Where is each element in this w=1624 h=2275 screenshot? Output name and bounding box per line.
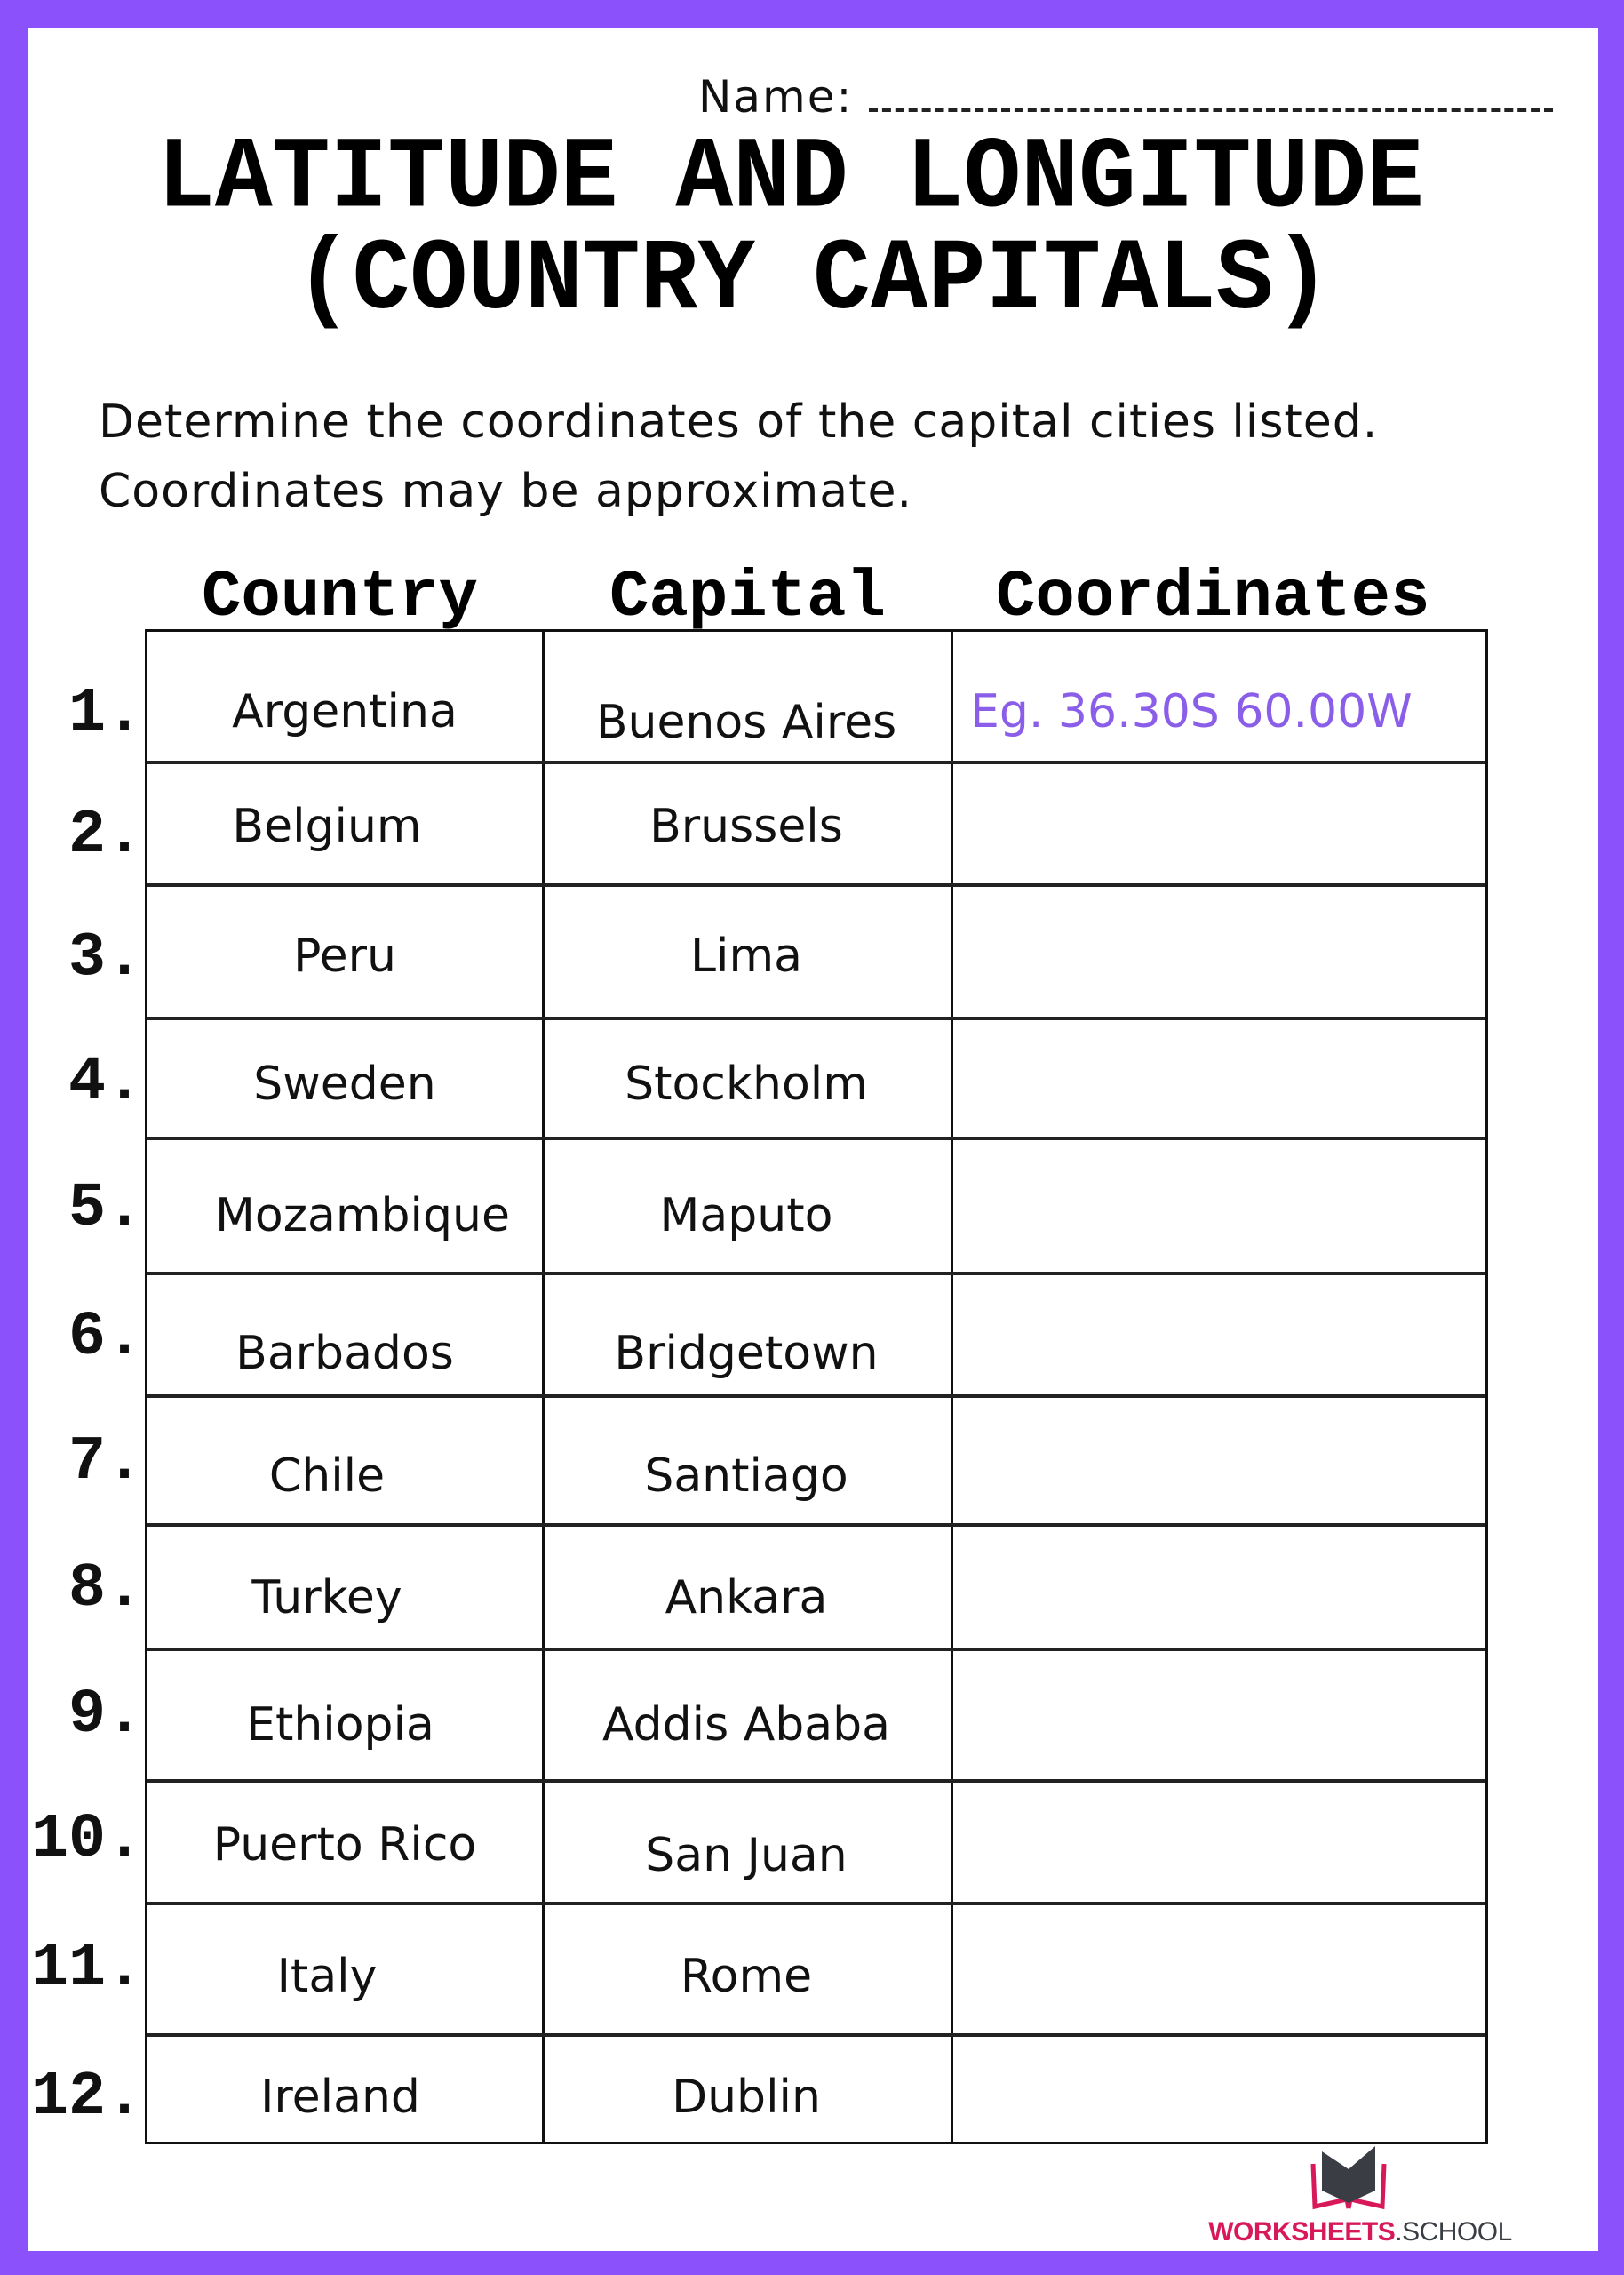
- capital-cell: Addis Ababa: [601, 1698, 891, 1752]
- country-cell: Belgium: [232, 800, 422, 853]
- capital-cell: Bridgetown: [614, 1327, 879, 1380]
- instructions-line-2: Coordinates may be approximate.: [99, 465, 913, 518]
- table-row: [147, 1140, 1485, 1275]
- country-cell: Mozambique: [215, 1189, 510, 1242]
- capitals-table: [145, 629, 1488, 2144]
- table-row: [147, 1020, 1485, 1140]
- table-row: [147, 887, 1485, 1020]
- row-number: 5.: [68, 1174, 143, 1244]
- brand-name: WORKSHEETS.SCHOOL: [1208, 2217, 1512, 2247]
- country-cell: Peru: [293, 930, 396, 983]
- row-number: 4.: [68, 1048, 143, 1118]
- row-number: 12.: [30, 2063, 143, 2133]
- capital-cell: Stockholm: [625, 1058, 868, 1111]
- capital-cell: Ankara: [665, 1571, 828, 1624]
- row-number: 7.: [68, 1427, 143, 1497]
- row-number: 9.: [68, 1680, 143, 1751]
- coordinates-example[interactable]: Eg. 36.30S 60.00W: [970, 685, 1413, 738]
- capital-cell: Brussels: [649, 800, 843, 853]
- table-row: [147, 1651, 1485, 1783]
- row-number: 2.: [68, 801, 143, 871]
- country-cell: Argentina: [232, 685, 458, 738]
- country-cell: Turkey: [251, 1571, 402, 1624]
- row-number: 6.: [68, 1303, 143, 1373]
- country-cell: Ethiopia: [246, 1698, 434, 1752]
- country-cell: Italy: [276, 1950, 378, 2003]
- capital-cell: Rome: [680, 1950, 813, 2003]
- country-cell: Chile: [268, 1449, 386, 1503]
- open-book-icon: [1304, 2144, 1393, 2215]
- table-row: [147, 1527, 1485, 1651]
- row-number: 11.: [30, 1934, 143, 2004]
- header-country: Country: [202, 561, 478, 635]
- table-row: [147, 2037, 1485, 2142]
- name-label: Name:: [698, 71, 854, 123]
- row-number: 1.: [68, 679, 143, 749]
- worksheet-page: [28, 28, 1598, 2251]
- table-row: [147, 1398, 1485, 1527]
- title-line-2: (COUNTRY CAPITALS): [294, 223, 1332, 339]
- country-cell: Barbados: [235, 1327, 454, 1380]
- capital-cell: Lima: [690, 930, 802, 983]
- row-number: 10.: [30, 1805, 143, 1875]
- brand-logo: [1182, 2144, 1538, 2247]
- capital-cell: San Juan: [645, 1829, 848, 1882]
- table-row: [147, 1275, 1485, 1398]
- instructions: [99, 387, 1378, 526]
- table-row: [147, 1783, 1485, 1905]
- table-row: [147, 1905, 1485, 2037]
- header-capital: Capital: [609, 561, 886, 635]
- header-coordinates: Coordinates: [996, 561, 1430, 635]
- row-number: 8.: [68, 1554, 143, 1624]
- country-cell: Puerto Rico: [212, 1818, 477, 1872]
- instructions-line-1: Determine the coordinates of the capital cities listed.: [99, 395, 1379, 449]
- name-field[interactable]: [698, 65, 1553, 123]
- country-cell: Sweden: [253, 1058, 436, 1111]
- column-headers: [28, 561, 1598, 635]
- country-cell: Ireland: [260, 2071, 420, 2124]
- title-line-1: LATITUDE AND LONGITUDE: [157, 122, 1424, 237]
- table-row: [147, 632, 1485, 764]
- capital-cell: Buenos Aires: [595, 696, 897, 749]
- name-blank-line[interactable]: [869, 65, 1553, 112]
- capital-cell: Dublin: [672, 2071, 821, 2124]
- capital-cell: Maputo: [659, 1189, 833, 1242]
- table-row: [147, 764, 1485, 887]
- page-title: [28, 122, 1598, 339]
- row-number: 3.: [68, 923, 143, 994]
- capital-cell: Santiago: [644, 1449, 848, 1503]
